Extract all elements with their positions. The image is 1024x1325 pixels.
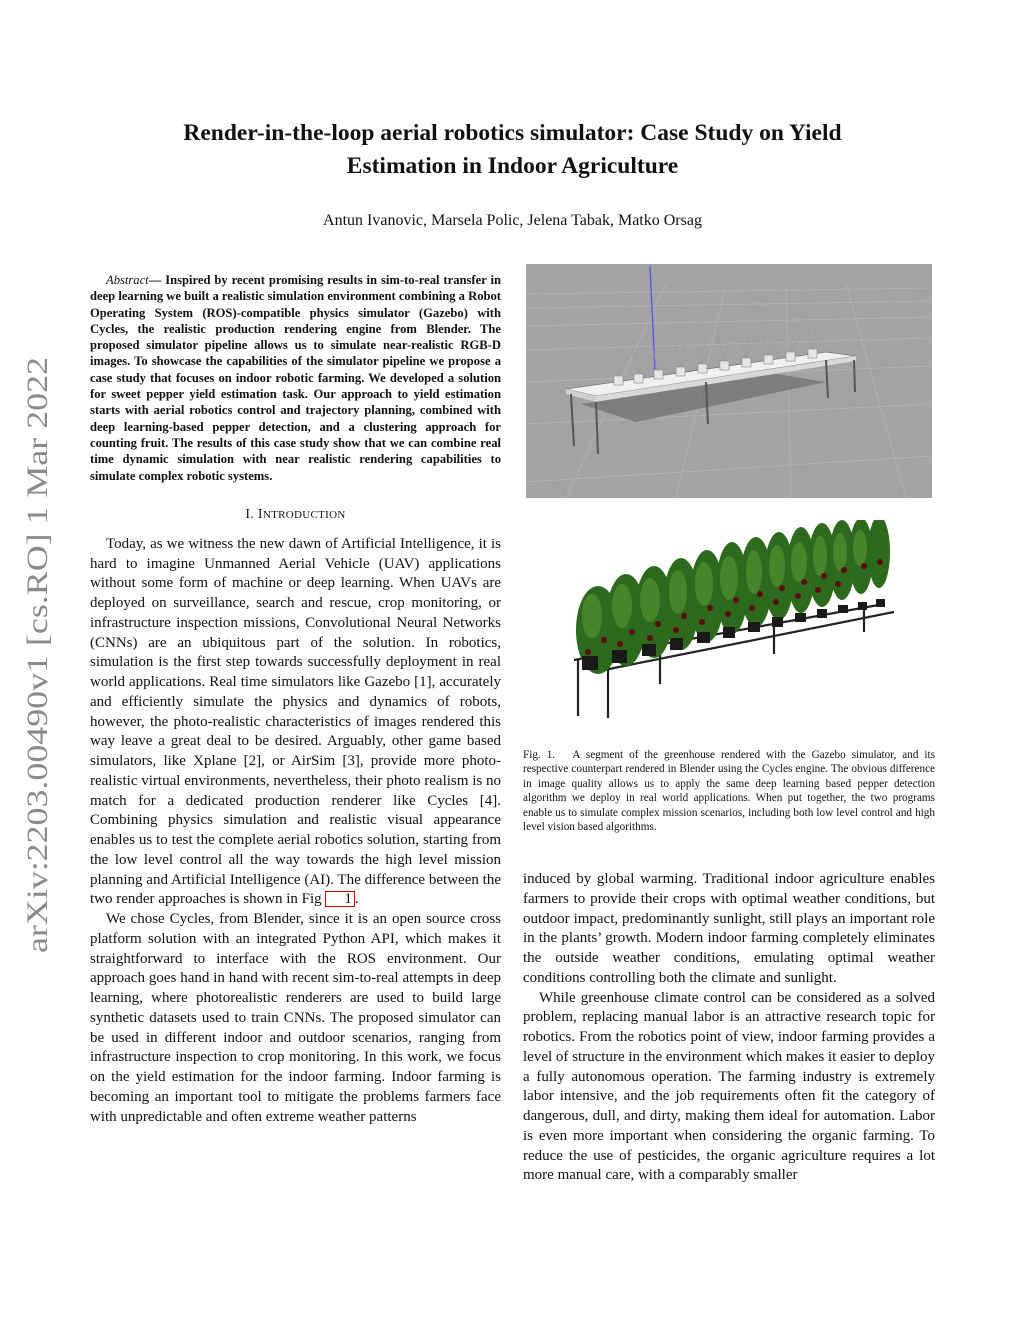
paper-title (110, 117, 915, 183)
figure-1-caption-text: A segment of the greenhouse rendered with the Gazebo simulator, and its respective counterpart rendered in Blender using the Cycles engine. The obvious difference in image quality allows us to apply the same deep learning based pepper detection algorithm we deploy in real world applications. When put together, the two programs enable us to simulate complex mission scenarios, including both low level control and high level vision based algorithms. (523, 749, 935, 834)
gazebo-scene-svg (526, 264, 932, 498)
abstract-dash: — (148, 273, 162, 287)
abstract-text: Inspired by recent promising results in sim-to-real transfer in deep learning we built a realistic simulation environment combining a Robot Operating System (ROS)-compatible physics simulator (Gazebo) with Cycles, the realistic production rendering engine from Blender. The proposed simulator pipeline allows us to simulate near-realistic RGB-D images. To showcase the capabilities of the simulator pipeline we propose a case study that focuses on indoor robotic farming. We developed a solution for sweet pepper yield estimation task. Our approach to yield estimation starts with aerial robotics control and trajectory planning, combined with deep learning-based pepper detection, and a clustering approach for counting fruit. The results of this case study show that we can combine real time dynamic simulation with near realistic rendering capabilities to simulate complex robotic systems. (90, 273, 501, 483)
blender-scene-svg (564, 520, 904, 730)
figure-1-caption (523, 748, 935, 834)
section-heading-introduction (90, 507, 501, 523)
right-paragraph-1: induced by global warming. Traditional indoor agriculture enables farmers to provide their crops with optimal weather conditions, but outdoor impact, predominantly sunlight, still plays an important role in the plants’ growth. Modern indoor farming completely eliminates the outside weather conditions, emulating optimal weather conditions controlling both the climate and sunlight. (523, 871, 935, 986)
section-title-initial: I (257, 506, 263, 522)
figure-blender-render (564, 520, 904, 730)
intro-p1-end: . (354, 891, 359, 908)
left-column (90, 272, 501, 1127)
arxiv-stamp-text: arXiv:2203.00490v1 [cs.RO] 1 Mar 2022 (21, 454, 54, 953)
section-number: I. (245, 506, 255, 522)
arxiv-side-stamp (16, 355, 56, 955)
title-line-2: Estimation in Indoor Agriculture (346, 153, 679, 179)
right-paragraph-2: While greenhouse climate control can be considered as a solved problem, replacing manual labor is an attractive research topic for robotics. From the robotics point of view, indoor farming provides a level of structure in the environment which makes it easier to deploy a fully autonomous operation. The farming industry is extremely labor intensive, and the job requirements often fit the category of dangerous, dull, and dirty, making them ideal for automation. Labor is even more important when considering the organic farming. To reduce the use of pesticides, the organic agriculture requires a lot more manual care, with a comparably smaller (523, 989, 935, 1184)
abstract-label: Abstract (106, 273, 149, 287)
intro-p1-text: Today, as we witness the new dawn of Artificial Intelligence, it is hard to imagine Unmanned Aerial Vehicle (UAV) applications without some form of machine or deep learning. When UAVs are deployed on surveillance, search and rescue, crop monitoring, or infrastructure inspection missions, Convolutional Neural Networks (CNNs) are an ubiquitous part of the solution. In robotics, simulation is the first step towards successfully deployment in real world applications. Real time simulators like Gazebo [1], accurately and efficiently simulate the physics and dynamics of robots, however, the photo-realistic characteristics of images rendered this way leave a great deal to be desired. Arguably, other game based simulators, like Xplane [2], or AirSim [3], provide more photo-realistic virtual environments, nevertheless, their photo realism is no match for a dedicated production renderer like Cycles [4]. Combining physics simulation and realistic visual appearance enables us to test the complete aerial robotics solution, starting from the low level control all the way towards the high level mission planning and Artificial Intelligence (AI). The difference between the two render approaches is shown in Fig (90, 535, 501, 908)
abstract (90, 272, 501, 484)
figure-gazebo-render (526, 264, 932, 498)
intro-paragraph-2: We chose Cycles, from Blender, since it is an open source cross platform solution with an integrated Python API, which makes it straightforward to interface with the ROS environment. Our approach goes hand in hand with recent sim-to-real attempts in deep learning, where photorealistic renderers are used to build large synthetic datasets used to train CNNs. The proposed simulator can be used in different indoor and outdoor scenarios, ranging from infrastructure inspection to crop monitoring. In this work, we focus on the yield estimation for the indoor farming. Indoor farming is becoming an important tool to mitigate the problems farmers face with unpredictable and often extreme weather patterns (90, 911, 501, 1125)
section-title-rest: NTRODUCTION (262, 508, 346, 521)
right-column (523, 870, 935, 1186)
figure-1-label: Fig. 1. (523, 749, 556, 761)
author-list: Antun Ivanovic, Marsela Polic, Jelena Tabak, Matko Orsag (323, 212, 702, 229)
figure-reference-link[interactable]: 1 (325, 891, 355, 907)
title-line-1: Render-in-the-loop aerial robotics simulator: Case Study on Yield (183, 120, 842, 146)
intro-paragraph-1 (90, 535, 501, 910)
